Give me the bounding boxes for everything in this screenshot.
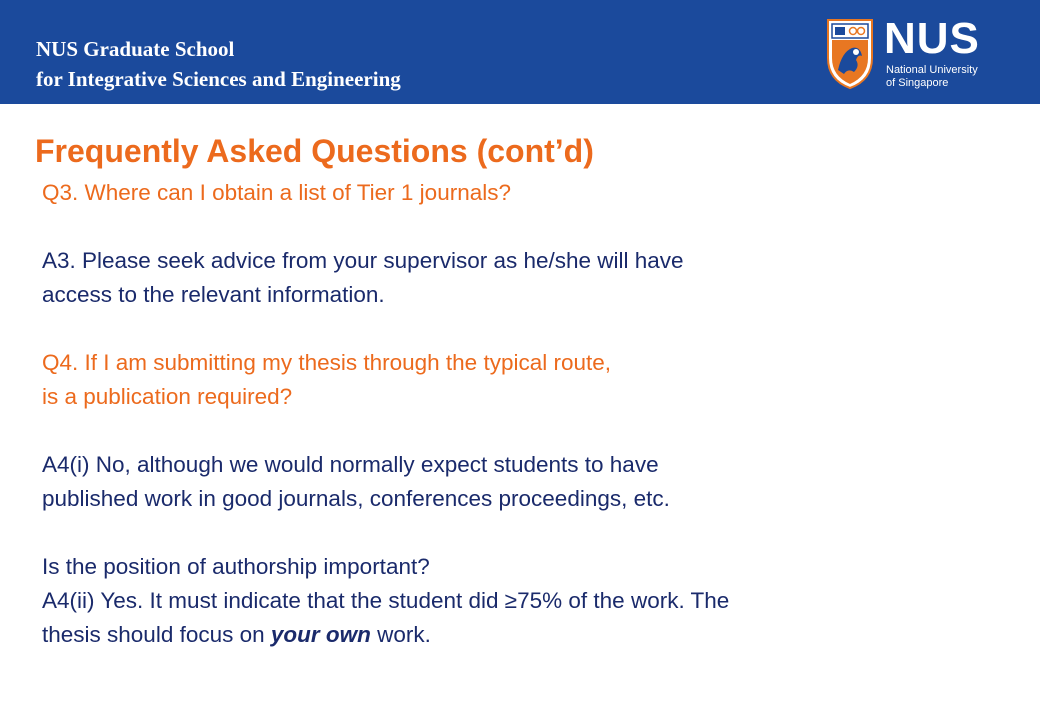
answer-a4ii-emphasis: your own [270, 622, 371, 647]
nus-logo-subtitle-line2: of Singapore [886, 77, 949, 89]
school-name-line2: for Integrative Sciences and Engineering [36, 67, 401, 91]
question-q4-line2: is a publication required? [42, 384, 293, 409]
spacer [42, 210, 1032, 244]
answer-a3-line2: access to the relevant information. [42, 282, 385, 307]
nus-logo-text: NUS [884, 14, 980, 63]
nus-crest-icon [826, 18, 874, 90]
header-banner [0, 0, 1040, 104]
school-name [36, 34, 401, 94]
authorship-question: Is the position of authorship important? [42, 554, 430, 579]
spacer [42, 312, 1032, 346]
answer-a4ii-line2-pre: thesis should focus on [42, 622, 271, 647]
nus-logo-subtitle-line1: National University [886, 64, 978, 76]
answer-a4i-line2: published work in good journals, conferences proceedings, etc. [42, 486, 670, 511]
answer-a4ii-line2-post: work. [370, 622, 431, 647]
answer-a4ii-line2 [42, 618, 1032, 652]
nus-logo-subtitle [886, 64, 978, 90]
page-title: Frequently Asked Questions (cont’d) [35, 133, 594, 169]
answer-a3-line1: A3. Please seek advice from your supervisor as he/she will have [42, 248, 684, 273]
faq-content [42, 176, 1032, 652]
spacer [42, 414, 1032, 448]
question-q3: Q3. Where can I obtain a list of Tier 1 journals? [42, 180, 511, 205]
question-q4-line1: Q4. If I am submitting my thesis through the typical route, [42, 350, 612, 375]
answer-a4ii-line1: A4(ii) Yes. It must indicate that the student did ≥75% of the work. The [42, 588, 730, 613]
spacer [42, 516, 1032, 550]
answer-a4i-line1: A4(i) No, although we would normally expect students to have [42, 452, 659, 477]
nus-logo [826, 14, 1036, 96]
school-name-line1: NUS Graduate School [36, 37, 235, 61]
